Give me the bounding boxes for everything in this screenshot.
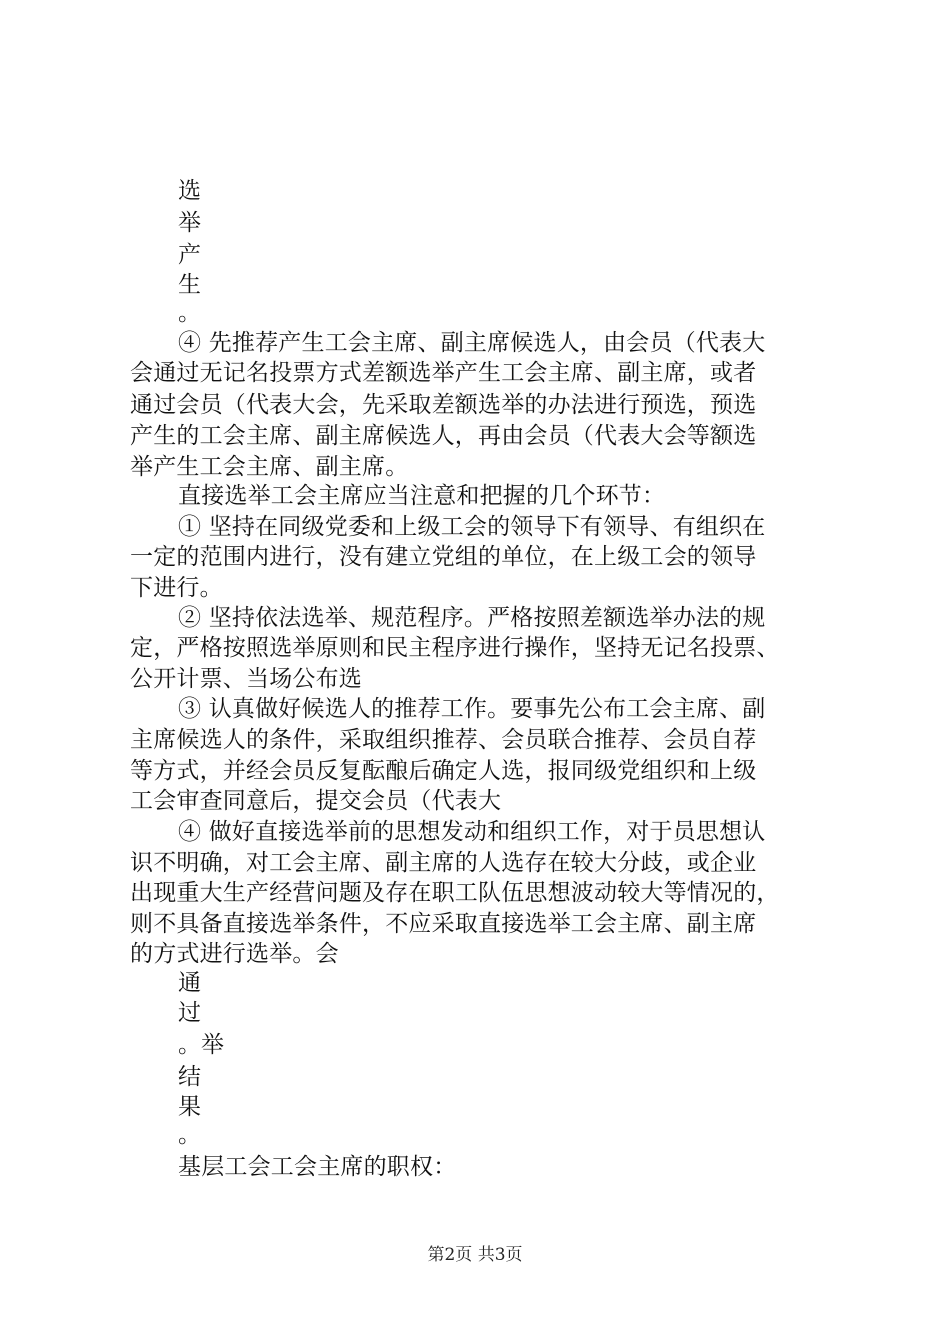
list-item-line: 定，严格按照选举原则和民主程序进行操作，坚持无记名投票、 bbox=[130, 635, 780, 661]
paragraph-line: 会通过无记名投票方式差额选举产生工会主席、副主席，或者 bbox=[130, 360, 757, 386]
vertical-char: 。举 bbox=[178, 1032, 224, 1058]
vertical-char: 结 bbox=[178, 1064, 201, 1090]
vertical-char: 选 bbox=[178, 178, 201, 204]
list-item-line: 的方式进行选举。会 bbox=[130, 941, 339, 967]
vertical-char: 举 bbox=[178, 210, 201, 236]
list-item-line: ③ 认真做好候选人的推荐工作。要事先公布工会主席、副 bbox=[178, 696, 766, 722]
paragraph-line: 产生的工会主席、副主席候选人，再由会员（代表大会等额选 bbox=[130, 423, 757, 449]
list-item-line: 等方式，并经会员反复酝酿后确定人选，报同级党组织和上级 bbox=[130, 758, 757, 784]
vertical-char: 产 bbox=[178, 242, 201, 268]
list-item-line: 公开计票、当场公布选 bbox=[130, 666, 362, 692]
vertical-char: 。 bbox=[178, 300, 201, 326]
list-item-line: ① 坚持在同级党委和上级工会的领导下有领导、有组织在 bbox=[178, 514, 766, 540]
list-item-line: 主席候选人的条件，采取组织推荐、会员联合推荐、会员自荐 bbox=[130, 727, 757, 753]
list-item-line: 识不明确，对工会主席、副主席的人选存在较大分歧，或企业 bbox=[130, 850, 757, 876]
vertical-char: 果 bbox=[178, 1094, 201, 1120]
section-heading: 直接选举工会主席应当注意和把握的几个环节： bbox=[178, 483, 666, 509]
list-item-line: ② 坚持依法选举、规范程序。严格按照差额选举办法的规 bbox=[178, 605, 766, 631]
section-heading: 基层工会工会主席的职权： bbox=[178, 1154, 457, 1180]
list-item-line: 工会审查同意后，提交会员（代表大 bbox=[130, 788, 502, 814]
vertical-char: 生 bbox=[178, 272, 201, 298]
paragraph-line: 举产生工会主席、副主席。 bbox=[130, 454, 409, 480]
list-item-line: 一定的范围内进行，没有建立党组的单位，在上级工会的领导 bbox=[130, 544, 757, 570]
list-item-line: 则不具备直接选举条件，不应采取直接选举工会主席、副主席 bbox=[130, 911, 757, 937]
list-item-line: ④ 做好直接选举前的思想发动和组织工作，对于员思想认 bbox=[178, 819, 766, 845]
list-item-line: 下进行。 bbox=[130, 575, 223, 601]
vertical-char: 通 bbox=[178, 970, 201, 996]
vertical-char: 过 bbox=[178, 1000, 201, 1026]
vertical-char: 。 bbox=[178, 1122, 201, 1148]
page-footer: 第2页 共3页 bbox=[427, 1245, 523, 1265]
paragraph-line: 通过会员（代表大会，先采取差额选举的办法进行预选，预选 bbox=[130, 392, 757, 418]
list-item-line: 出现重大生产经营问题及存在职工队伍思想波动较大等情况的， bbox=[130, 880, 780, 906]
paragraph-line: ④ 先推荐产生工会主席、副主席候选人，由会员（代表大 bbox=[178, 330, 766, 356]
